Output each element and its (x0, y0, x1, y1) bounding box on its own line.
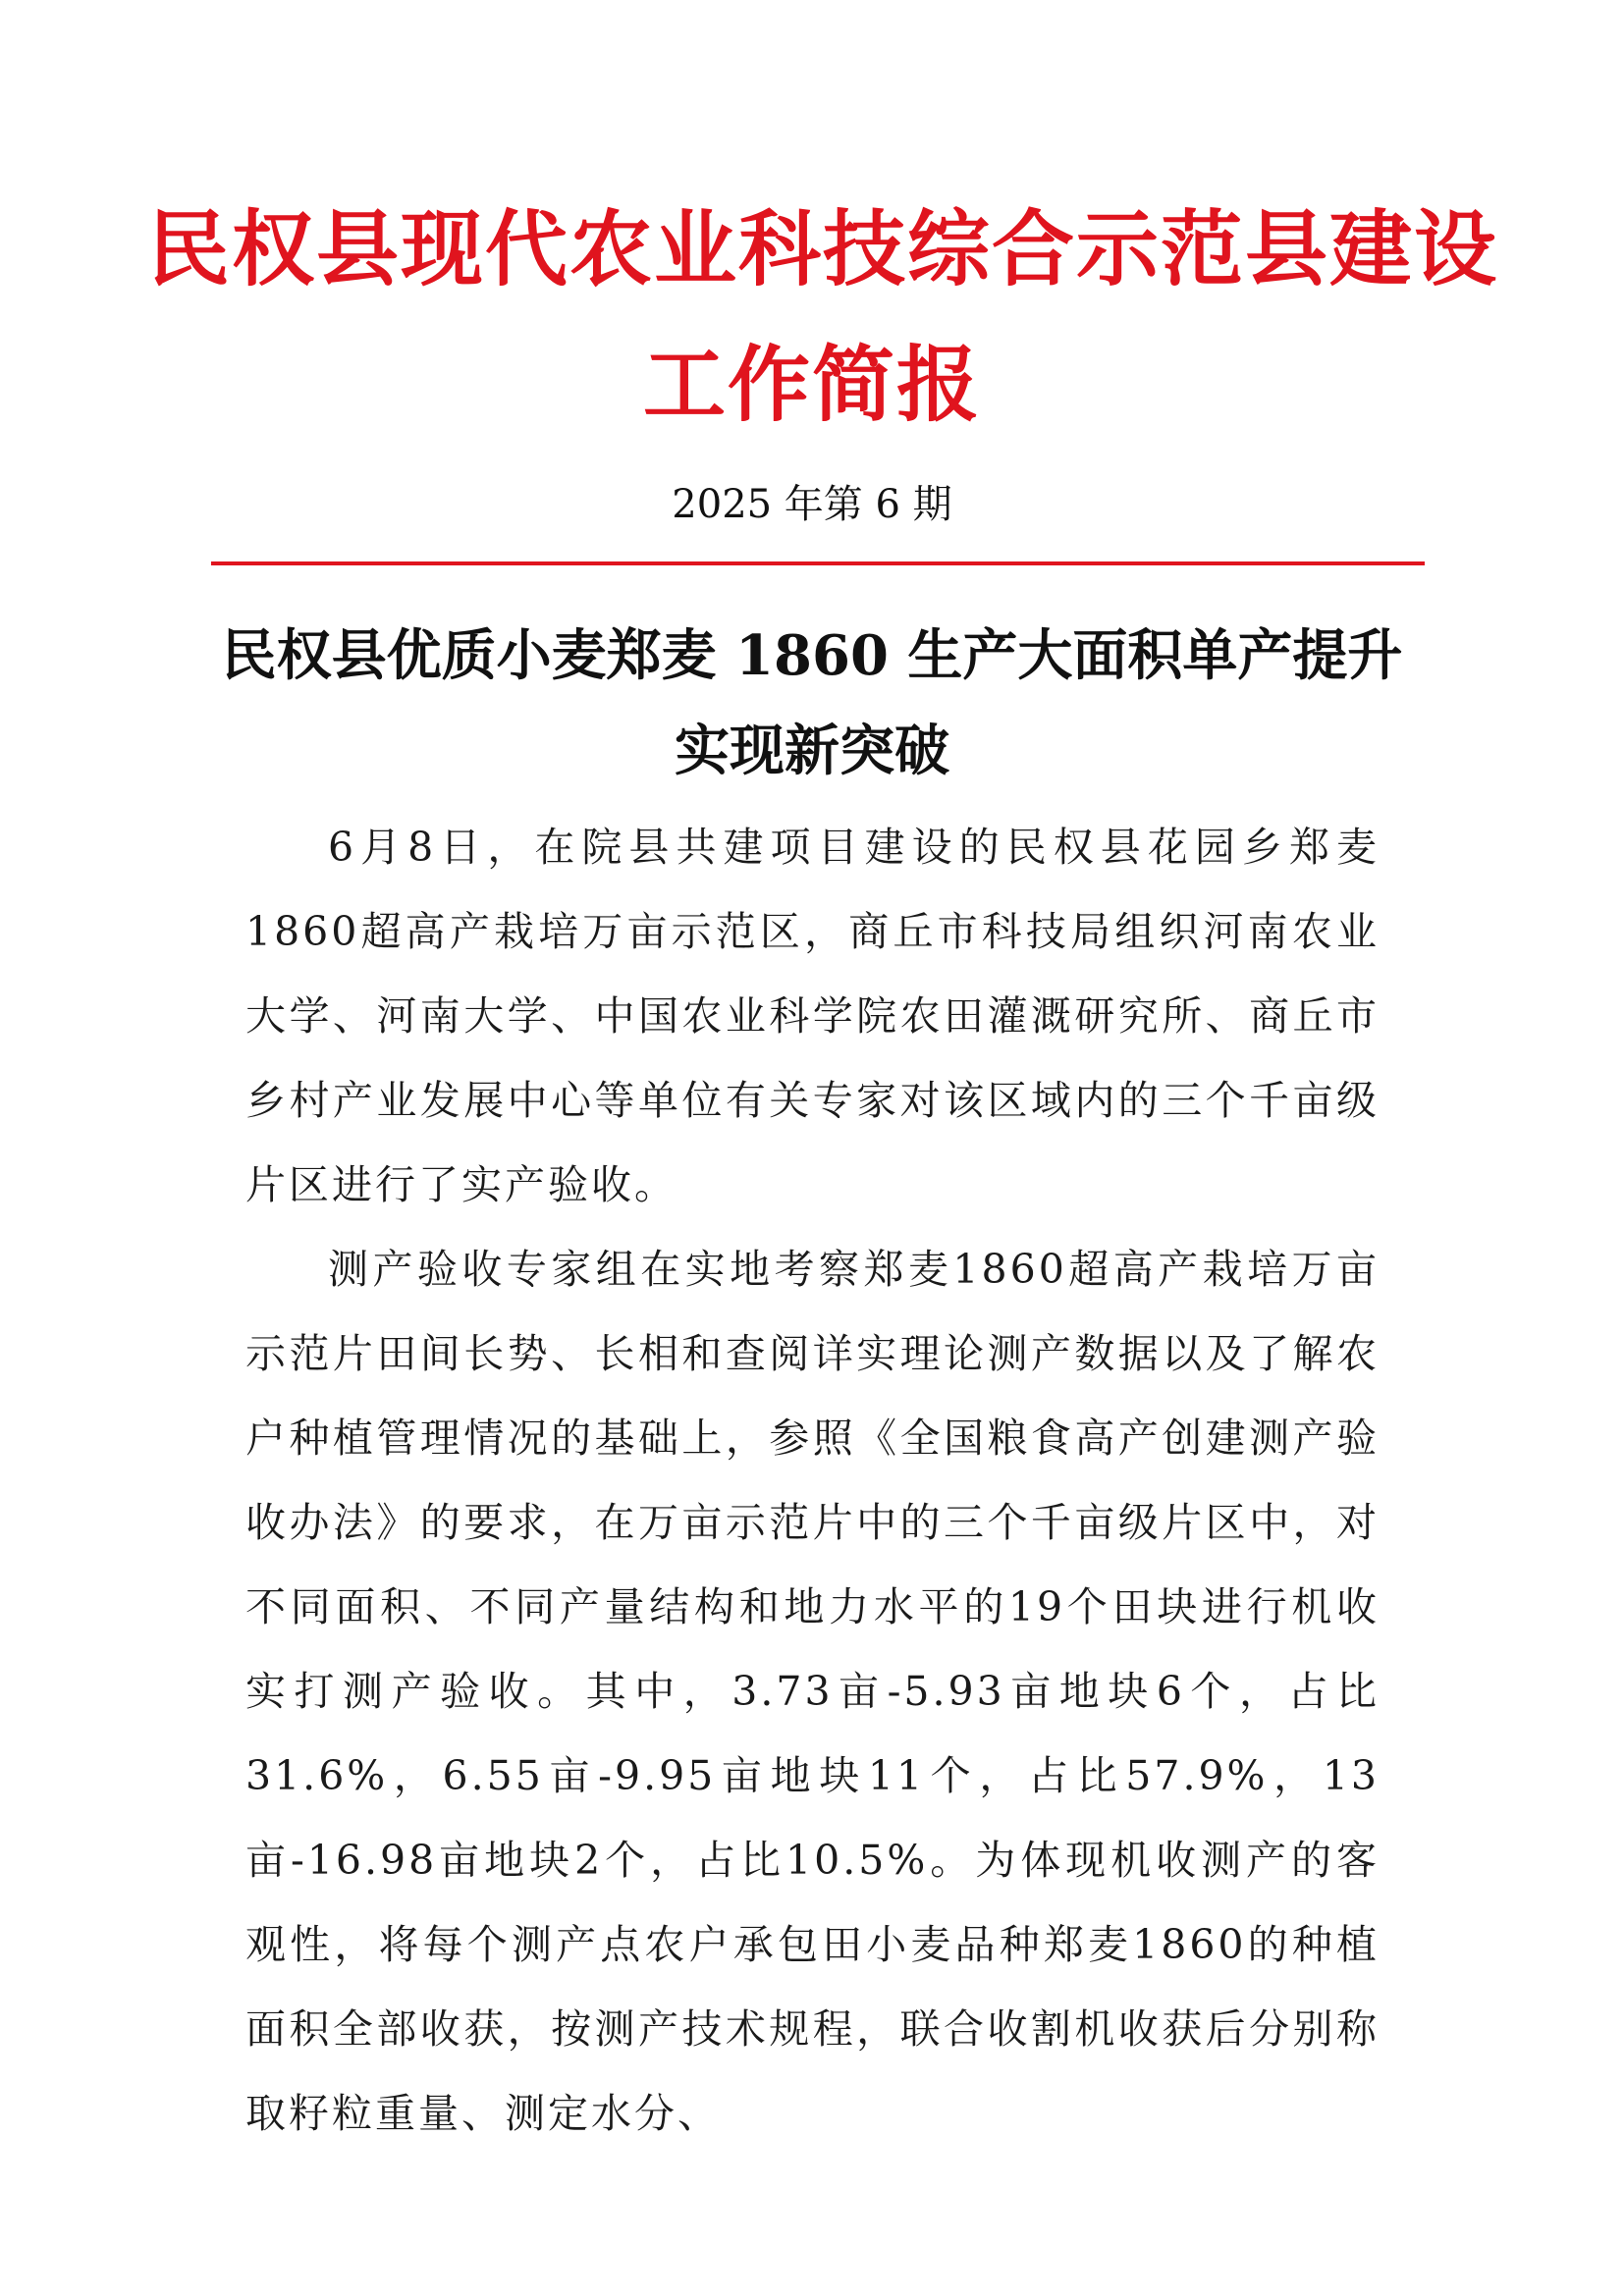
article-headline-continued: 实现新突破 (675, 719, 949, 783)
body-paragraph: 6月8日，在院县共建项目建设的民权县花园乡郑麦1860超高产栽培万亩示范区，商丘市科技局组织河南农业大学、河南大学、中国农业科学院农田灌溉研究所、商丘市乡村产业发展中心等单位有关专家对该区域内的三个千亩级片区进行了实产验收。 (245, 824, 1380, 1208)
issue-number: 2025 年第 6 期 (672, 482, 952, 527)
article-body (245, 805, 1380, 2156)
masthead-divider (211, 561, 1425, 565)
body-paragraph: 测产验收专家组在实地考察郑麦1860超高产栽培万亩示范片田间长势、长相和查阅详实理论测产数据以及了解农户种植管理情况的基础上，参照《全国粮食高产创建测产验收办法》的要求，在万亩示范片中的三个千亩级片区中，对不同面积、不同产量结构和地力水平的19个田块进行机收实打测产验收。其中，3.73亩-5.93亩地块6个，占比31.6%，6.55亩-9.95亩地块11个，占比57.9%，13亩-16.98亩地块2个，占比10.5%。为体现机收测产的客观性，将每个测产点农户承包田小麦品种郑麦1860的种植面积全部收获，按测产技术规程，联合收割机收获后分别称取籽粒重量、测定水分、 (245, 1246, 1380, 2137)
bulletin-title: 民权县现代农业科技综合示范县建设 (147, 200, 1499, 297)
article-headline: 民权县优质小麦郑麦 1860 生产大面积单产提升 (221, 623, 1403, 688)
bulletin-subtitle: 工作简报 (642, 336, 981, 433)
